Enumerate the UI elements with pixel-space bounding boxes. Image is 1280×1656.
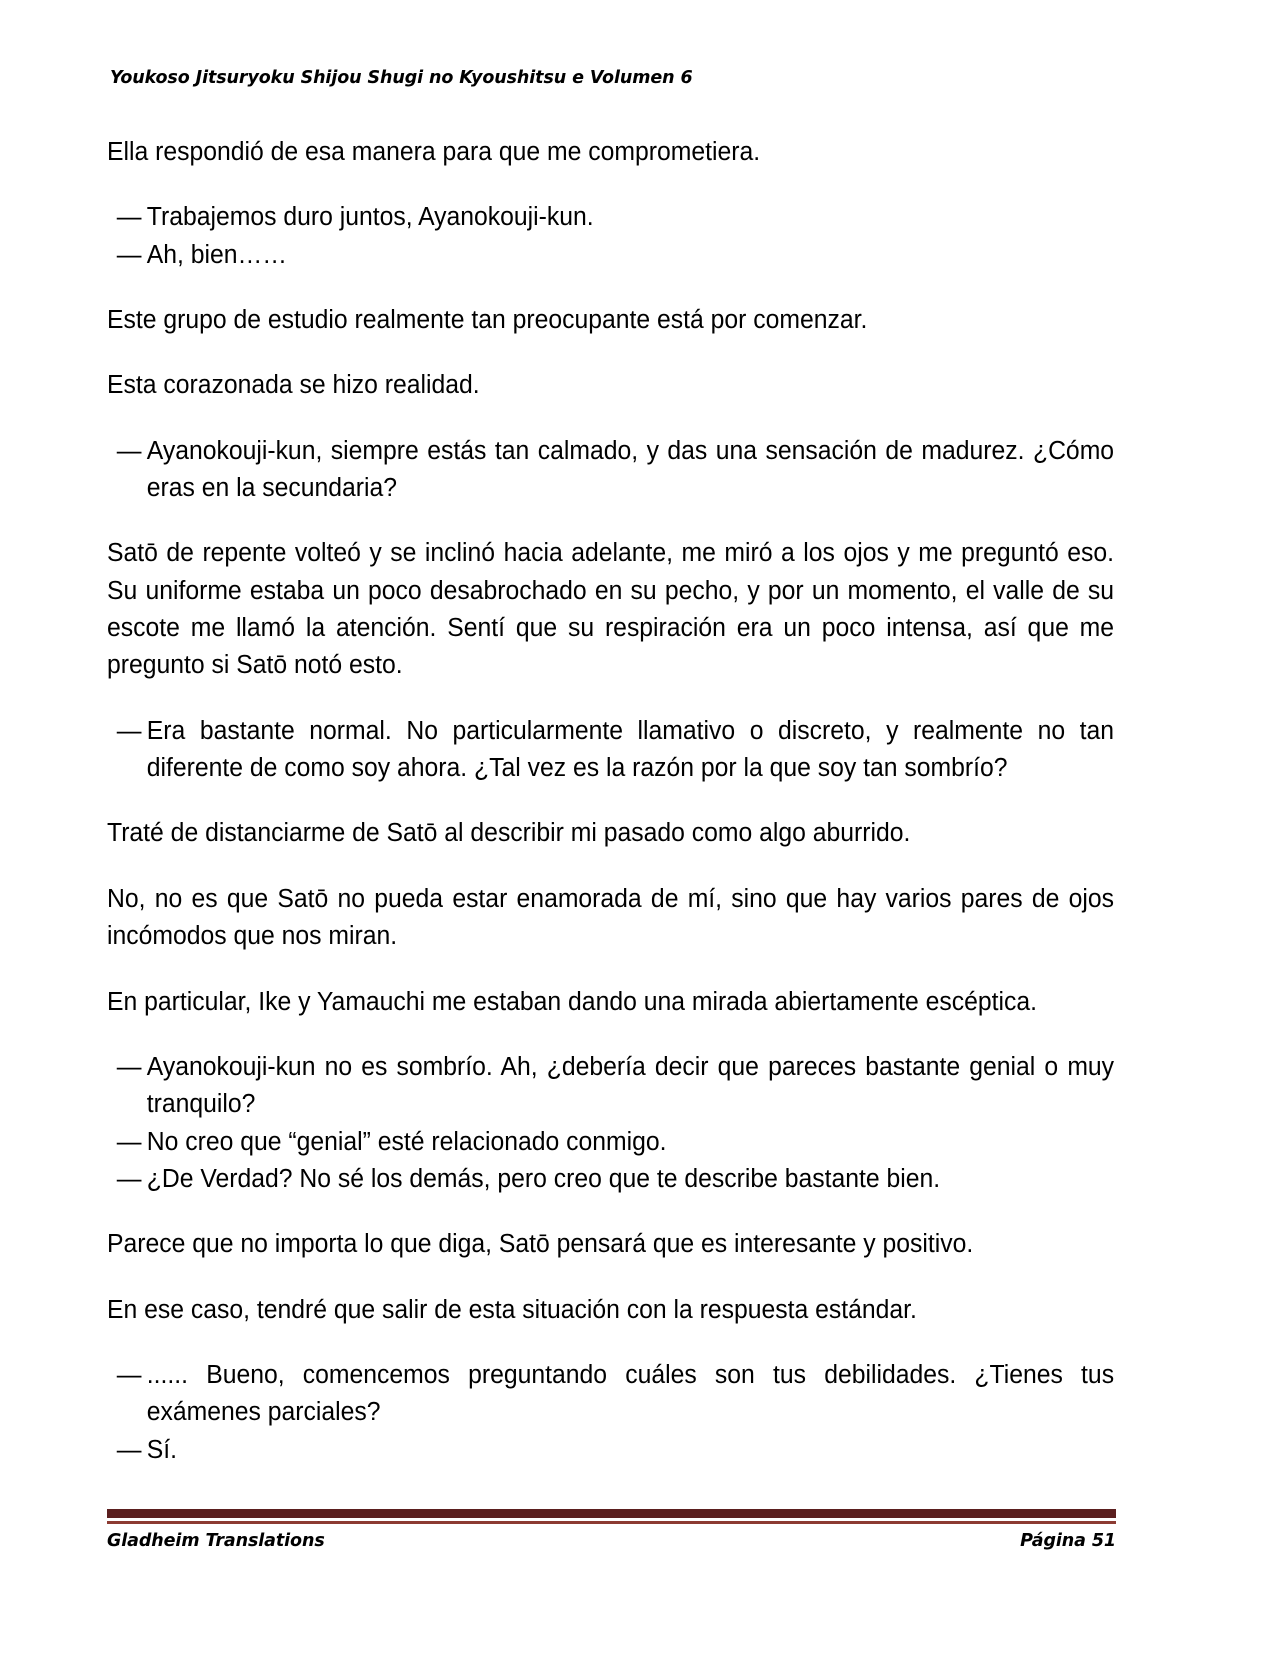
paragraph: Este grupo de estudio realmente tan preocupante está por comenzar. xyxy=(107,306,868,335)
footer-translator-credit: Gladheim Translations xyxy=(107,1531,325,1551)
page-footer xyxy=(107,1531,1116,1551)
footer-divider xyxy=(107,1509,1116,1524)
dialogue-text: No creo que “genial” esté relacionado conmigo. xyxy=(146,1127,667,1156)
paragraph: No, no es que Satō no pueda estar enamorada de mí, sino que hay varios pares de ojos incómodos que nos miran. xyxy=(107,884,1115,951)
em-dash-marker: — xyxy=(116,1360,142,1389)
dialogue-line xyxy=(107,713,1114,788)
dialogue-text: Sí. xyxy=(146,1435,178,1464)
footer-page-number: Página 51 xyxy=(1020,1531,1116,1551)
dialogue-line xyxy=(107,199,1114,236)
paragraph: Traté de distanciarme de Satō al describir mi pasado como algo aburrido. xyxy=(107,819,911,848)
dialogue-text: ¿De Verdad? No sé los demás, pero creo que te describe bastante bien. xyxy=(146,1164,941,1193)
header-title: Youkoso Jitsuryoku Shijou Shugi no Kyoushitsu e Volumen 6 xyxy=(110,68,693,88)
paragraph: Satō de repente volteó y se inclinó hacia adelante, me miró a los ojos y me preguntó eso. Su uniforme estaba un poco desabrochado en su pecho, y por un momento, el valle de su escote me llamó la atención. Sentí que su respiración era un poco intensa, así que me pregunto si Satō notó esto. xyxy=(107,539,1115,680)
dialogue-text: Ayanokouji-kun no es sombrío. Ah, ¿debería decir que pareces bastante genial o muy tranquilo? xyxy=(146,1052,1115,1119)
dialogue-line xyxy=(107,1124,1114,1161)
footer-rule-thick xyxy=(107,1509,1116,1518)
em-dash-marker: — xyxy=(116,716,142,745)
paragraph: Ella respondió de esa manera para que me comprometiera. xyxy=(107,138,761,166)
dialogue-text: Trabajemos duro juntos, Ayanokouji-kun. xyxy=(146,203,594,232)
paragraph: En particular, Ike y Yamauchi me estaban dando una mirada abiertamente escéptica. xyxy=(107,987,1037,1016)
paragraph: Esta corazonada se hizo realidad. xyxy=(107,371,480,400)
dialogue-text: Ayanokouji-kun, siempre estás tan calmado, y das una sensación de madurez. ¿Cómo eras en la secundaria? xyxy=(146,436,1115,503)
paragraph: Parece que no importa lo que diga, Satō pensará que es interesante y positivo. xyxy=(107,1230,974,1259)
document-body xyxy=(107,134,1114,1497)
dialogue-group xyxy=(107,713,1114,788)
dialogue-text: ...... Bueno, comencemos preguntando cuáles son tus debilidades. ¿Tienes tus exámenes parciales? xyxy=(146,1360,1115,1427)
em-dash-marker: — xyxy=(116,240,142,269)
em-dash-marker: — xyxy=(116,1052,142,1081)
dialogue-line xyxy=(107,433,1114,508)
dialogue-line xyxy=(107,237,1114,274)
em-dash-marker: — xyxy=(116,1164,142,1193)
em-dash-marker: — xyxy=(116,1435,142,1464)
dialogue-line xyxy=(107,1161,1114,1198)
page-header xyxy=(110,68,1170,88)
dialogue-line xyxy=(107,1432,1114,1469)
dialogue-group xyxy=(107,1049,1114,1198)
dialogue-line xyxy=(107,1049,1114,1124)
em-dash-marker: — xyxy=(116,436,142,465)
dialogue-text: Era bastante normal. No particularmente llamativo o discreto, y realmente no tan diferente de como soy ahora. ¿Tal vez es la razón por la que soy tan sombrío? xyxy=(146,716,1115,783)
dialogue-line xyxy=(107,1357,1114,1432)
em-dash-marker: — xyxy=(116,203,142,232)
dialogue-group xyxy=(107,433,1114,508)
footer-rule-thin xyxy=(107,1521,1116,1524)
dialogue-group xyxy=(107,1357,1114,1469)
dialogue-text: Ah, bien…… xyxy=(146,240,288,269)
em-dash-marker: — xyxy=(116,1127,142,1156)
dialogue-group xyxy=(107,199,1114,274)
paragraph: En ese caso, tendré que salir de esta situación con la respuesta estándar. xyxy=(107,1295,917,1324)
